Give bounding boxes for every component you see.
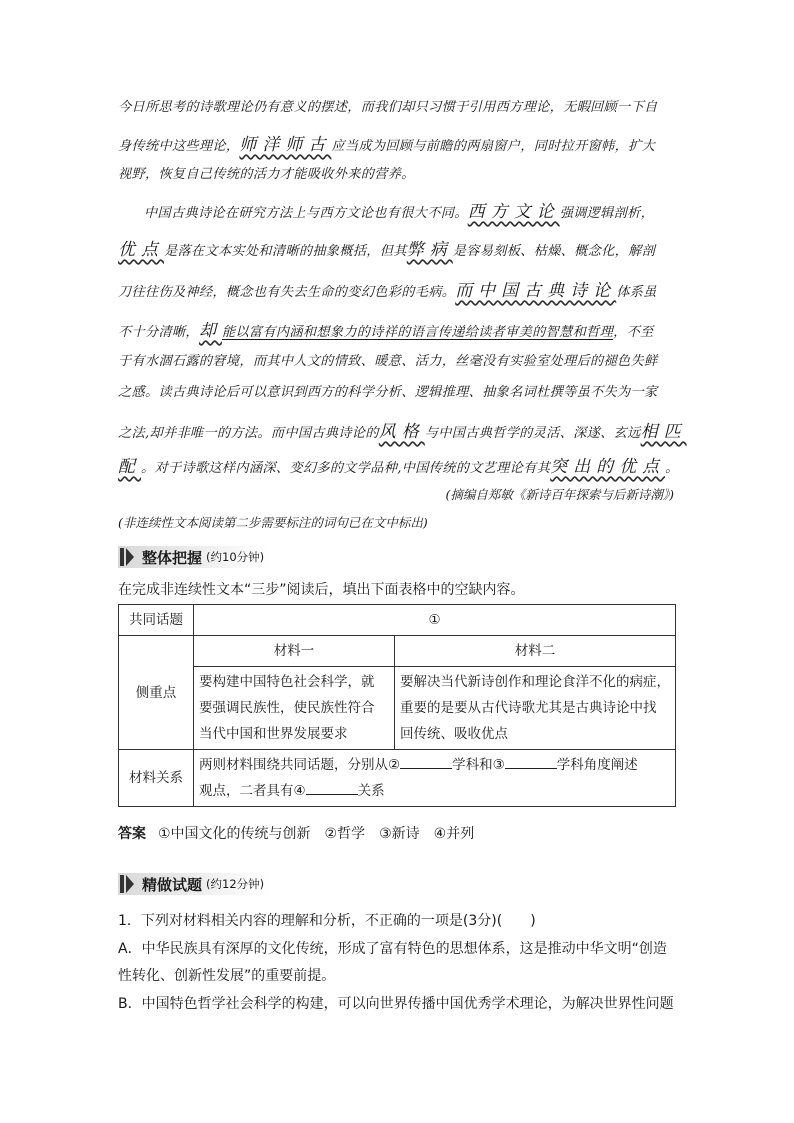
- marked-phrase: 配: [118, 457, 141, 477]
- passage-line: 优点是落在文本实处和清晰的抽象概括，但其弊病是容易刻板、枯燥、概念化，解剖: [118, 240, 656, 260]
- section-time: (约10分钟): [206, 550, 265, 564]
- passage-line: 身传统中这些理论，师洋师古应当成为回顾与前瞻的两扇窗户，同时拉开窗帏，扩大: [118, 135, 656, 155]
- table-cell: 侧重点: [119, 636, 194, 750]
- passage-line: 配。对于诗歌这样内涵深、变幻多的文学品种,中国传统的文艺理论有其突出的优点。: [118, 457, 679, 477]
- table-cell: 要构建中国特色社会科学，就 要强调民族性，使民族性符合 当代中国和世界发展要求: [194, 667, 395, 750]
- section-marker-icon: [120, 548, 134, 566]
- underlined-phrase: 能以富有内涵和想象力的诗祥的语言传递给读者审美的智慧和哲理: [221, 325, 614, 340]
- table-cell: 材料关系: [119, 750, 194, 807]
- marked-phrase: 优点: [118, 240, 164, 260]
- passage-line: 之法,却并非唯一的方法。而中国古典诗论的风格与中国古典哲学的灵活、深遂、玄远相匹: [118, 422, 687, 442]
- table-cell: 材料一: [194, 636, 395, 667]
- marked-phrase: 弊病: [406, 240, 453, 260]
- table-row: [119, 605, 676, 636]
- marked-phrase: 却: [198, 321, 222, 341]
- table-cell: 要解决当代新诗创作和理论食洋不化的病症， 重要的是要从古代诗歌尤其是古典诗论中找 回传统、吸收优点: [395, 667, 676, 750]
- table-cell: 材料二: [395, 636, 676, 667]
- marked-phrase: 相匹: [640, 422, 687, 442]
- table-row: [119, 667, 676, 750]
- passage-line: 中国古典诗论在研究方法上与西方文论也有很大不同。西方文论强调逻辑剖析，: [144, 202, 655, 222]
- answer-label: 答案: [118, 826, 146, 842]
- passage-line: 刀往往伤及神经，概念也有失去生命的变幻色彩的毛病。而中国古典诗论体系虽: [118, 281, 657, 301]
- instruction-text: 在完成非连续性文本“三步”阅读后，填出下面表格中的空缺内容。: [118, 582, 525, 598]
- answer-blank: [400, 754, 452, 769]
- reading-note: (非连续性文本阅读第二步需要标注的词句已在文中标出): [118, 515, 428, 530]
- section-marker-icon: [120, 875, 134, 893]
- table-row: [119, 750, 676, 807]
- option-a: A．中华民族具有深厚的文化传统，形成了富有特色的思想体系，这是推动中华文明“创造: [118, 941, 667, 957]
- table-cell: 两则材料围绕共同话题，分别从② 学科和③ 学科角度阐述 观点，二者具有④ 关系: [194, 750, 676, 807]
- section-title: 整体把握: [142, 548, 203, 567]
- passage-line: 不十分清晰，却能以富有内涵和想象力的诗祥的语言传递给读者审美的智慧和哲理，不至: [118, 321, 654, 341]
- marked-phrase: 师洋师古: [239, 135, 332, 155]
- passage-line: 视野，恢复自己传统的活力才能吸收外来的营养。: [118, 167, 415, 182]
- passage-line: 之感。读古典诗论后可以意识到西方的科学分析、逻辑推理、抽象名词杜撰等虽不失为一家: [118, 385, 658, 400]
- answer-blank: [306, 780, 358, 795]
- source-citation: (摘编自郑敏《新诗百年探索与后新诗潮》): [445, 487, 674, 502]
- answer-blank: [505, 754, 557, 769]
- marked-phrase: 突出的优点: [550, 457, 666, 477]
- marked-phrase: 风格: [378, 422, 425, 442]
- passage-line: 今日所思考的诗歌理论仍有意义的摆述，而我们却只习惯于引用西方理论，无暇回顾一下自: [118, 100, 658, 115]
- section-header-overall: [118, 546, 270, 568]
- summary-table: [118, 604, 676, 807]
- table-row: [119, 636, 676, 667]
- answer-line: [118, 823, 474, 843]
- section-header-practice: [118, 873, 270, 895]
- option-a-cont: 性转化、创新性发展”的重要前提。: [118, 968, 336, 984]
- answer-text: ①中国文化的传统与创新 ②哲学 ③新诗 ④并列: [158, 826, 475, 842]
- passage-line: 于有水涸石露的窘境，而其中人文的情致、暖意、活力，丝毫没有实验室处理后的褪色失鲜: [118, 354, 658, 369]
- question-1: 1．下列对材料相关内容的理解和分析，不正确的一项是(3分)( ): [118, 913, 536, 929]
- table-cell: 共同话题: [119, 605, 194, 636]
- marked-phrase: 而中国古典诗论: [455, 281, 617, 301]
- table-cell: ①: [194, 605, 676, 636]
- section-title: 精做试题: [142, 875, 203, 894]
- section-time: (约12分钟): [206, 877, 265, 891]
- option-b: B．中国特色哲学社会科学的构建，可以向世界传播中国优秀学术理论，为解决世界性问题: [118, 996, 674, 1012]
- marked-phrase: 西方文论: [467, 202, 560, 222]
